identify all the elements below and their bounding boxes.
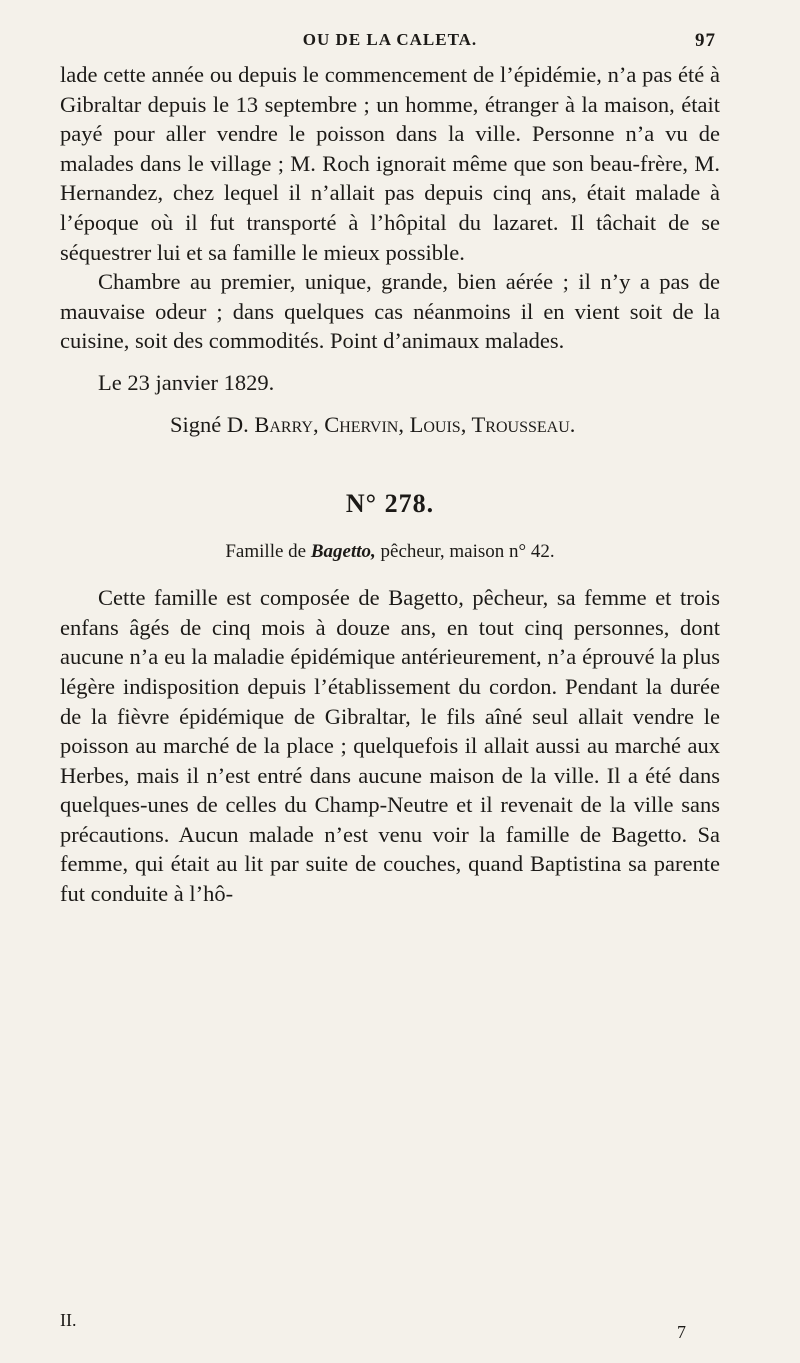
paragraph-family-account: Cette famille est composée de Bagetto, pêcheur, sa femme et trois enfans âgés de cinq mois à douze ans, en tout cinq personnes, dont aucune n’a eu la maladie épidémique antérieurement, n’a éprouvé la plus légère indisposition depuis l’établissement du cordon. Pendant la durée de la fièvre épidémique de Gibraltar, le fils aîné seul allait vendre le poisson au marché de la place ; quelquefois il allait aussi au marché aux Herbes, mais il n’est entré dans aucune maison de la ville. Il a été dans quelques-unes de celles du Champ-Neutre et il revenait de la ville sans précautions. Aucun malade n’est venu voir la famille de Bagetto. Sa femme, qui était au lit par suite de couches, quand Baptistina sa parente fut conduite à l’hô-: [60, 585, 720, 907]
signature-line: [60, 410, 720, 440]
section-subheading: [60, 541, 720, 563]
date-line: Le 23 janvier 1829.: [98, 369, 275, 395]
subheading-suffix: pêcheur, maison n° 42.: [380, 541, 555, 563]
running-header: [60, 30, 720, 60]
subheading-family-name: Bagetto,: [310, 541, 376, 563]
book-page: [60, 30, 720, 1350]
paragraph-room-description: Chambre au premier, unique, grande, bien aérée ; il n’y a pas de mauvaise odeur ; dans quelques cas néanmoins il en vient soit de la cuisine, soit des commodités. Point d’animaux malades.: [60, 269, 720, 354]
signature-prefix: Signé D.: [170, 411, 249, 437]
signature-mark: 7: [677, 1322, 686, 1342]
page-number: 97: [695, 30, 716, 51]
volume-mark: II.: [60, 1310, 77, 1330]
paragraph-continuation: lade cette année ou depuis le commencement de l’épidémie, n’a pas été à Gibraltar depuis le 13 septembre ; un homme, étranger à la maison, était payé pour aller vendre le poisson dans la ville. Personne n’a vu de malades dans le village ; M. Roch ignorait même que son beau-frère, M. Hernandez, chez lequel il n’allait pas depuis cinq ans, était malade à l’époque où il fut transporté à l’hôpital du lazaret. Il tâchait de se séquestrer lui et sa famille le mieux possible.: [60, 62, 720, 265]
signature-names: Barry, Chervin, Louis, Trousseau.: [254, 411, 576, 437]
page-footer: [60, 1310, 720, 1350]
section-heading: N° 278.: [345, 489, 435, 519]
subheading-prefix: Famille de: [225, 541, 307, 563]
running-title: OU DE LA CALETA.: [302, 30, 478, 49]
